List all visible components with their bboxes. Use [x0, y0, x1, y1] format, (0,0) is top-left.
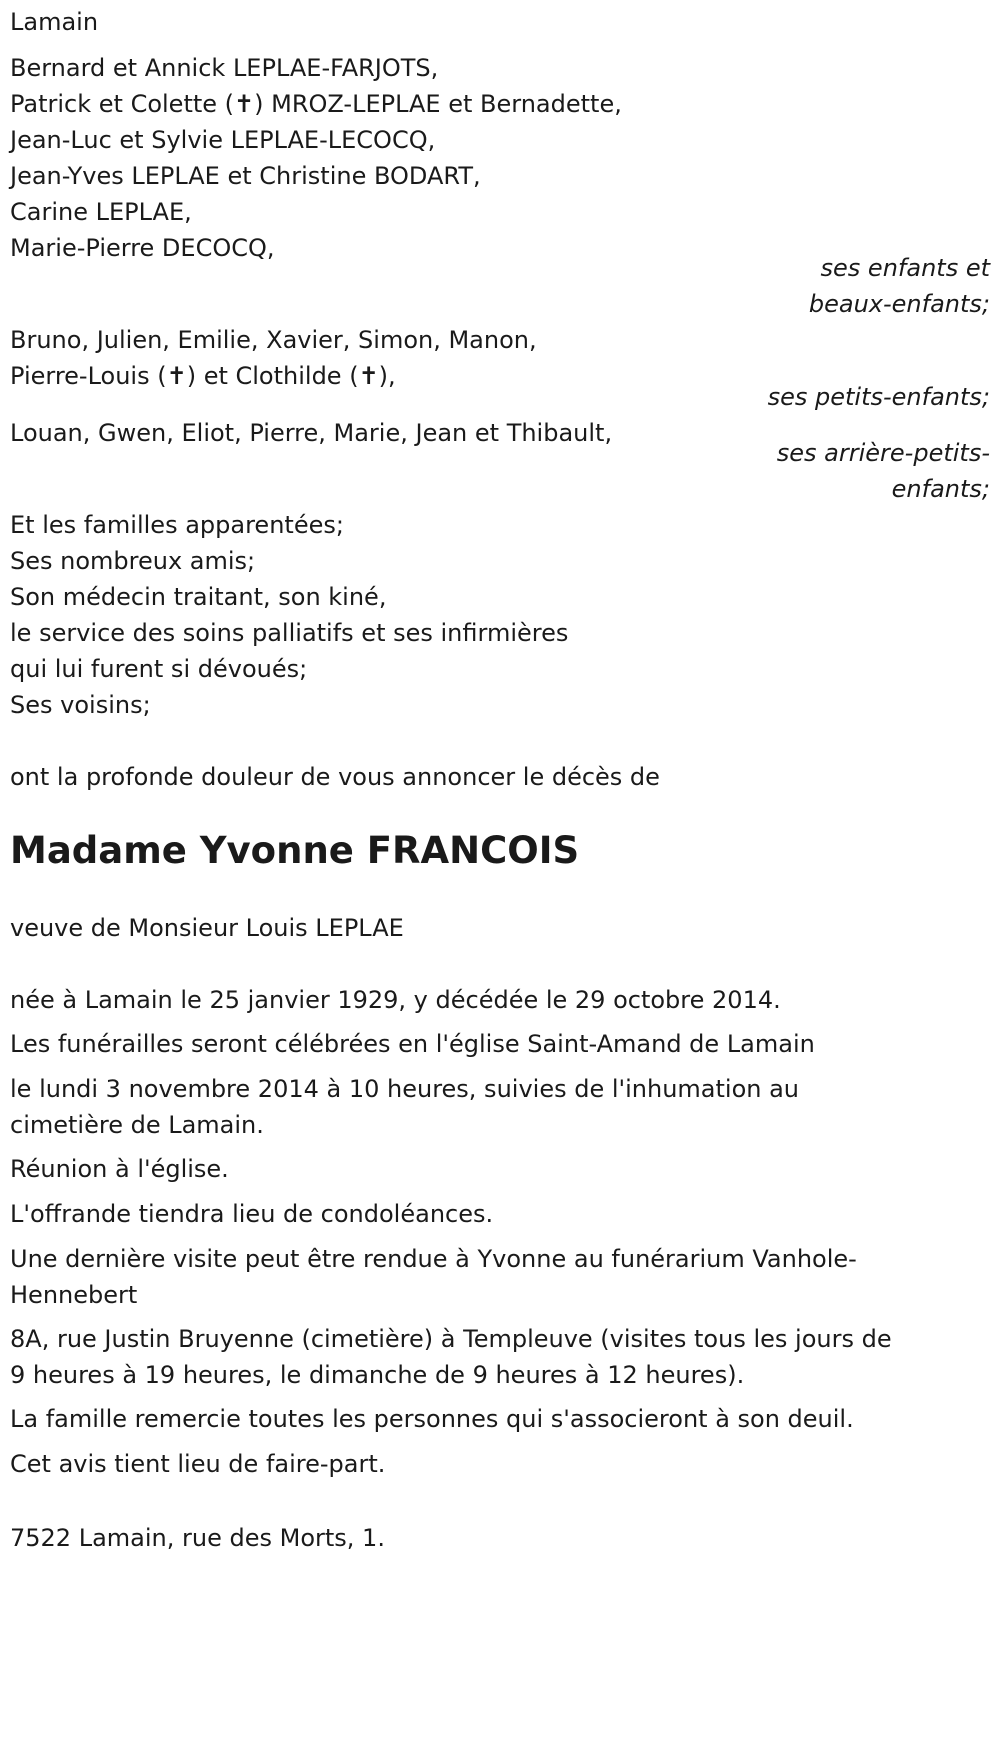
others-line: Ses nombreux amis;	[10, 547, 256, 575]
children-role: ses enfants et beaux-enfants;	[808, 254, 990, 318]
child-line: Carine LEPLAE,	[10, 198, 192, 226]
offering-info: L'offrande tiendra lieu de condoléances.	[10, 1200, 494, 1228]
grandchildren-list	[10, 322, 537, 394]
others-line: le service des soins palliatifs et ses infirmières	[10, 619, 569, 647]
child-line: Bernard et Annick LEPLAE-FARJOTS,	[10, 54, 439, 82]
child-line: Jean-Yves LEPLAE et Christine BODART,	[10, 162, 481, 190]
notice-text: Cet avis tient lieu de faire-part.	[10, 1450, 386, 1478]
home-address: 7522 Lamain, rue des Morts, 1.	[10, 1524, 385, 1552]
funerarium-address: 8A, rue Justin Bruyenne (cimetière) à Templeuve (visites tous les jours de 9 heures à 19 heures, le dimanche de 9 heures à 12 heures).	[10, 1325, 892, 1389]
thanks-text: La famille remercie toutes les personnes qui s'associeront à son deuil.	[10, 1405, 854, 1433]
great-grandchildren-list: Louan, Gwen, Eliot, Pierre, Marie, Jean et Thibault,	[10, 419, 613, 447]
visit-info: Une dernière visite peut être rendue à Yvonne au funérarium Vanhole- Hennebert	[10, 1245, 857, 1309]
funeral-date: le lundi 3 novembre 2014 à 10 heures, suivies de l'inhumation au cimetière de Lamain.	[10, 1075, 800, 1139]
child-line: Patrick et Colette (✝) MROZ-LEPLAE et Bernadette,	[10, 90, 622, 118]
deceased-name: Madame Yvonne FRANCOIS	[10, 829, 580, 872]
grandchildren-role: ses petits-enfants;	[767, 383, 990, 411]
others-line: Et les familles apparentées;	[10, 511, 344, 539]
birth-death-dates: née à Lamain le 25 janvier 1929, y décédée le 29 octobre 2014.	[10, 986, 781, 1014]
others-list	[10, 507, 568, 723]
meeting-info: Réunion à l'église.	[10, 1155, 229, 1183]
widow-of: veuve de Monsieur Louis LEPLAE	[10, 914, 404, 942]
children-list	[10, 50, 622, 266]
others-line: Son médecin traitant, son kiné,	[10, 583, 387, 611]
others-line: Ses voisins;	[10, 691, 151, 719]
announcement-text: ont la profonde douleur de vous annoncer le décès de	[10, 763, 660, 791]
child-line: Marie-Pierre DECOCQ,	[10, 234, 275, 262]
funeral-church: Les funérailles seront célébrées en l'église Saint-Amand de Lamain	[10, 1030, 815, 1058]
heading-place: Lamain	[10, 8, 99, 36]
great-grandchildren-role: ses arrière-petits- enfants;	[776, 439, 990, 503]
grandchild-line: Pierre-Louis (✝) et Clothilde (✝),	[10, 362, 396, 390]
child-line: Jean-Luc et Sylvie LEPLAE-LECOCQ,	[10, 126, 436, 154]
grandchild-line: Bruno, Julien, Emilie, Xavier, Simon, Manon,	[10, 326, 537, 354]
others-line: qui lui furent si dévoués;	[10, 655, 308, 683]
